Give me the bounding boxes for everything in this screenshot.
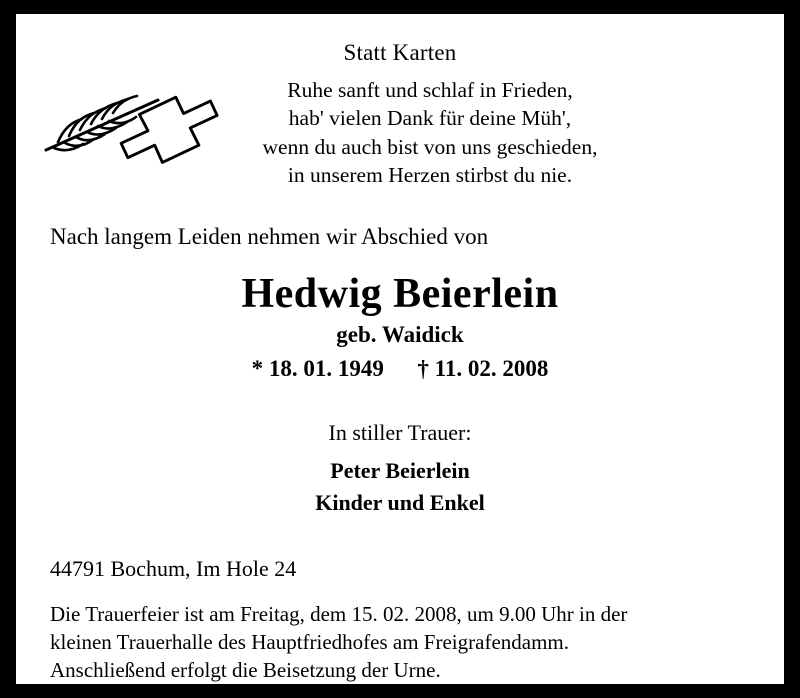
maiden-name: geb. Waidick bbox=[336, 321, 464, 347]
life-dates bbox=[46, 356, 754, 382]
obituary-card bbox=[16, 14, 784, 684]
birth-date: * 18. 01. 1949 bbox=[251, 355, 384, 381]
verse-line: Ruhe sanft und schlaf in Frieden, bbox=[287, 78, 573, 102]
cross-with-palm-frond-icon bbox=[38, 78, 228, 178]
mourner-name: Kinder und Enkel bbox=[315, 489, 485, 515]
service-line: Anschließend erfolgt die Beisetzung der Urne. bbox=[50, 658, 441, 683]
mourner-name: Peter Beierlein bbox=[330, 457, 470, 483]
address-line: 44791 Bochum, Im Hole 24 bbox=[50, 555, 297, 581]
mourning-heading: In stiller Trauer: bbox=[328, 419, 472, 445]
service-line: kleinen Trauerhalle des Hauptfriedhofes am Freigrafendamm. bbox=[50, 629, 570, 654]
verse-line: wenn du auch bist von uns geschieden, bbox=[262, 134, 598, 159]
verse-line: in unserem Herzen stirbst du nie. bbox=[287, 163, 573, 188]
intro-line: Nach langem Leiden nehmen wir Abschied von bbox=[50, 223, 489, 249]
statt-karten-heading: Statt Karten bbox=[343, 40, 457, 65]
service-line: Die Trauerfeier ist am Freitag, dem 15. 02. 2008, um 9.00 Uhr in der bbox=[50, 601, 628, 626]
service-details bbox=[46, 600, 754, 685]
verse-line: hab' vielen Dank für deine Müh', bbox=[288, 106, 572, 131]
death-date: † 11. 02. 2008 bbox=[417, 355, 549, 381]
deceased-name: Hedwig Beierlein bbox=[241, 270, 559, 317]
